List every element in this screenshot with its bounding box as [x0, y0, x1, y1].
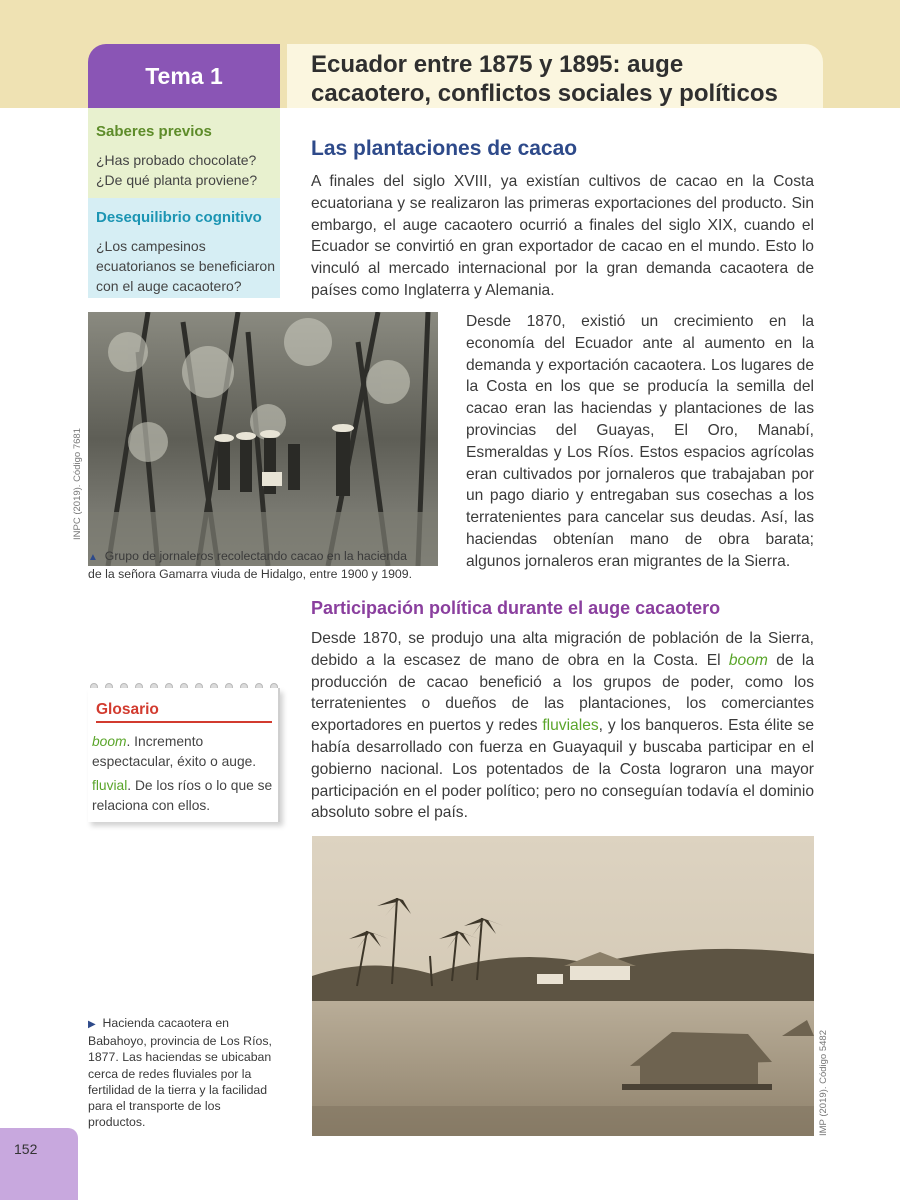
photo-1-caption-line-2: de la señora Gamarra viuda de Hidalgo, entre 1900 y 1909. [88, 567, 413, 581]
photo-hacienda-babahoyo [312, 836, 814, 1136]
tema-label: Tema 1 [145, 62, 223, 89]
page-number: 152 [14, 1141, 38, 1157]
desequilibrio-heading: Desequilibrio cognitivo [96, 209, 262, 226]
caption-arrow-icon: ▶ [88, 1019, 96, 1030]
title-line-1: Ecuador entre 1875 y 1895: auge [311, 51, 684, 78]
desequilibrio-line-2: ecuatorianos se beneficiaron [96, 258, 276, 274]
desequilibrio-box [88, 198, 280, 298]
section-heading-cacao: Las plantaciones de cacao [311, 137, 578, 160]
section-heading-participacion: Participación política durante el auge cacaotero [311, 598, 721, 618]
term-fluviales: fluviales [542, 717, 599, 735]
photo-1-credit: INPC (2019). Código 7681 [72, 428, 83, 540]
tema-tab [88, 44, 280, 108]
saberes-heading: Saberes previos [96, 123, 212, 140]
photo-1-caption [88, 548, 443, 582]
term-boom: boom [728, 651, 768, 669]
photo-1-caption-line-1: Grupo de jornaleros recolectando cacao en la hacienda [104, 549, 407, 563]
photo-2-caption [88, 1015, 273, 1130]
paragraph-2: Desde 1870, existió un crecimiento en la economía del Ecuador ante al aumento en la demanda y exportación cacaotera. Los lugares de la Costa en los que se producía la semilla del cacao eran las haciendas y plantaciones de las provincias del Guayas, El Oro, Manabí, Esmeraldas y Los Ríos. Estos espacios agrícolas eran cultivados por jornaleros que trabajaban por un pago diario y entregaban sus cosechas a los terratenientes para cancelar sus deudas. Así, las haciendas obtenían mano de obra barata; algunos jornaleros eran migrantes de la Sierra. [466, 313, 814, 570]
saberes-line-2: ¿De qué planta proviene? [96, 172, 258, 188]
page-number-tab [0, 1128, 78, 1200]
caption-triangle-icon: ▲ [88, 552, 98, 563]
paragraph-3-part-2: de la producción de cacao benefició a los grupos de poder, como los terratenientes o dueños de las plantaciones, los comerciantes exportadores en puertos y redes [311, 651, 814, 735]
glosario-entry-boom [92, 732, 278, 771]
photo-2-caption-text: Hacienda cacaotera en Babahoyo, provincia de Los Ríos, 1877. Las haciendas se ubicaban cerca de redes fluviales por la fertilidad de la tierra y la facilidad para el transporte de los productos. [88, 1016, 272, 1130]
paragraph-3-part-3: , y los banqueros. Esta élite se había desarrollado con fuerza en Guayaquil y buscaba participar en el gobierno nacional. Los potentados de la Costa lograron una mayor participación en el poder político; pero no conseguían todavía el dominio absoluto sobre el país. [311, 717, 815, 822]
photo-jornaleros [88, 312, 438, 566]
glosario-entry-fluvial [92, 776, 278, 815]
saberes-line-1: ¿Has probado chocolate? [96, 152, 257, 168]
saberes-previos-box [88, 108, 280, 198]
title-line-2: cacaotero, conflictos sociales y políticos [311, 80, 778, 107]
glosario-term-fluvial: fluvial [92, 778, 128, 793]
desequilibrio-line-1: ¿Los campesinos [96, 238, 206, 254]
glosario-def-fluvial: . De los ríos o lo que se relaciona con ellos. [92, 778, 273, 813]
paragraph-3 [311, 628, 814, 824]
paragraph-3-part-1: Desde 1870, se produjo una alta migración de población de la Sierra, debido a la escasez de mano de obra en la Costa. El [311, 630, 814, 669]
glosario-def-boom: . Incremento espectacular, éxito o auge. [92, 734, 257, 769]
photo-hacienda-illustration [312, 836, 814, 1136]
glosario-divider [96, 721, 272, 723]
paragraph-1: A finales del siglo XVIII, ya existían cultivos de cacao en la Costa ecuatoriana y se realizaron las primeras exportaciones del producto. Sin embargo, el auge cacaotero ocurrió a finales del siglo XIX, cuando el Ecuador se convirtió en gran exportador de cacao en el mundo. Esto lo vinculó al mercado internacional por la gran demanda cacaotera de países como Inglaterra y Alemania. [311, 173, 814, 299]
photo-jornaleros-illustration [88, 312, 438, 566]
desequilibrio-line-3: con el auge cacaotero? [96, 278, 242, 294]
glosario-box [88, 688, 280, 822]
glosario-heading: Glosario [96, 701, 159, 718]
photo-2-credit: IMP (2019). Código 5482 [818, 1030, 829, 1136]
page-title [311, 50, 811, 108]
glosario-term-boom: boom [92, 734, 127, 749]
